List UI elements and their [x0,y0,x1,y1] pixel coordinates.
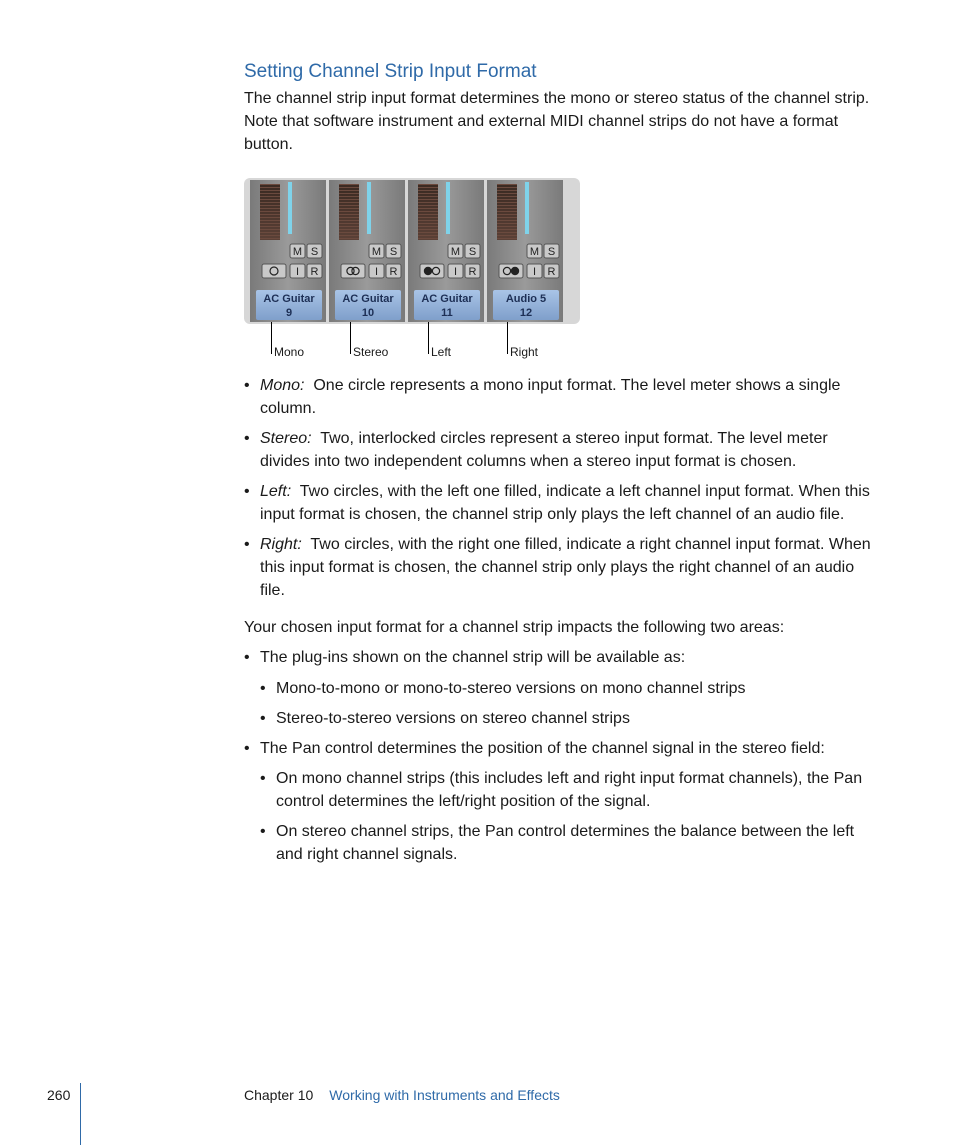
track-number: 12 [519,307,533,319]
callout-line-mono [271,322,272,354]
solo-button-label: S [389,246,398,258]
term-right: Right: [260,536,302,553]
solo-button-label: S [547,246,556,258]
impact-intro: Your chosen input format for a channel strip impacts the following two areas: [244,619,785,636]
bullet-icon: • [244,377,250,394]
impact-plugins-text: The plug-ins shown on the channel strip will be available as: [260,649,686,666]
callout-label-right: Right [510,345,539,359]
intro-paragraph: The channel strip input format determines the mono or stereo status of the channel strip. Note that software instrument and external MIDI channel strips do not have a format button. [244,90,870,153]
desc-right: Two circles, with the right one filled, indicate a right channel input format. When this input format is chosen, the channel strip only plays the right channel of an audio file. [260,536,871,599]
record-button-label: R [310,266,319,278]
chapter-section: Working with Instruments and Effects [329,1087,560,1103]
mute-button-label: M [292,246,303,258]
mute-button-label: M [450,246,461,258]
input-monitor-button-label: I [453,266,458,278]
record-button-label: R [389,266,398,278]
track-number: 9 [285,307,293,319]
bullet-icon: • [244,536,250,553]
channel-strip-left [408,180,484,322]
callout-label-left: Left [431,345,452,359]
sub-item-text: On mono channel strips (this includes left and right input format channels), the Pan control determines the left/right position of the signal. [276,770,863,810]
page-number: 260 [47,1087,71,1103]
footer-chapter [244,1087,560,1103]
footer-divider [80,1083,81,1145]
callout-line-right [507,322,508,354]
chapter-label: Chapter 10 [244,1087,314,1103]
input-format-button[interactable] [341,264,365,278]
callout-label-mono: Mono [274,345,305,359]
fader-line [446,182,450,234]
bullet-icon: • [244,430,250,447]
solo-button-label: S [310,246,319,258]
sub-item-text: Stereo-to-stereo versions on stereo channel strips [276,710,630,727]
mute-button-label: M [371,246,382,258]
track-number: 10 [361,307,375,319]
impact-pan-text: The Pan control determines the position of the channel signal in the stereo field: [260,740,825,757]
fader-line [525,182,529,234]
bullet-icon: • [260,680,266,697]
channel-strip-stereo [329,180,405,322]
input-monitor-button-label: I [295,266,300,278]
record-button-label: R [468,266,477,278]
channel-strips-figure [244,178,580,324]
term-left: Left: [260,483,292,500]
track-name: Audio 5 [505,293,547,305]
channel-strips-image [244,178,580,324]
record-button-label: R [547,266,556,278]
sub-item-text: Mono-to-mono or mono-to-stereo versions on mono channel strips [276,680,746,697]
callout-line-left [428,322,429,354]
callout-line-stereo [350,322,351,354]
channel-strip-right [487,180,563,322]
bullet-icon: • [244,649,250,666]
track-name: AC Guitar [342,293,394,305]
term-mono: Mono: [260,377,305,394]
sub-item-text: On stereo channel strips, the Pan control determines the balance between the left and right channel signals. [276,823,855,863]
mute-button-label: M [529,246,540,258]
fader-line [288,182,292,234]
callout-label-stereo: Stereo [353,345,389,359]
desc-left: Two circles, with the left one filled, indicate a left channel input format. When this input format is chosen, the channel strip only plays the left channel of an audio file. [260,483,870,523]
track-name: AC Guitar [421,293,473,305]
bullet-icon: • [260,823,266,840]
desc-stereo: Two, interlocked circles represent a stereo input format. The level meter divides into two independent columns when a stereo input format is chosen. [260,430,828,470]
bullet-icon: • [260,710,266,727]
section-heading: Setting Channel Strip Input Format [244,61,537,82]
input-monitor-button-label: I [374,266,379,278]
desc-mono: One circle represents a mono input format. The level meter shows a single column. [260,377,841,417]
solo-button-label: S [468,246,477,258]
term-stereo: Stereo: [260,430,312,447]
bullet-icon: • [244,483,250,500]
track-name: AC Guitar [263,293,315,305]
input-monitor-button-label: I [532,266,537,278]
fader-line [367,182,371,234]
channel-strip-mono [250,180,326,322]
bullet-icon: • [244,740,250,757]
bullet-icon: • [260,770,266,787]
track-number: 11 [441,307,453,319]
input-format-button[interactable] [262,264,286,278]
